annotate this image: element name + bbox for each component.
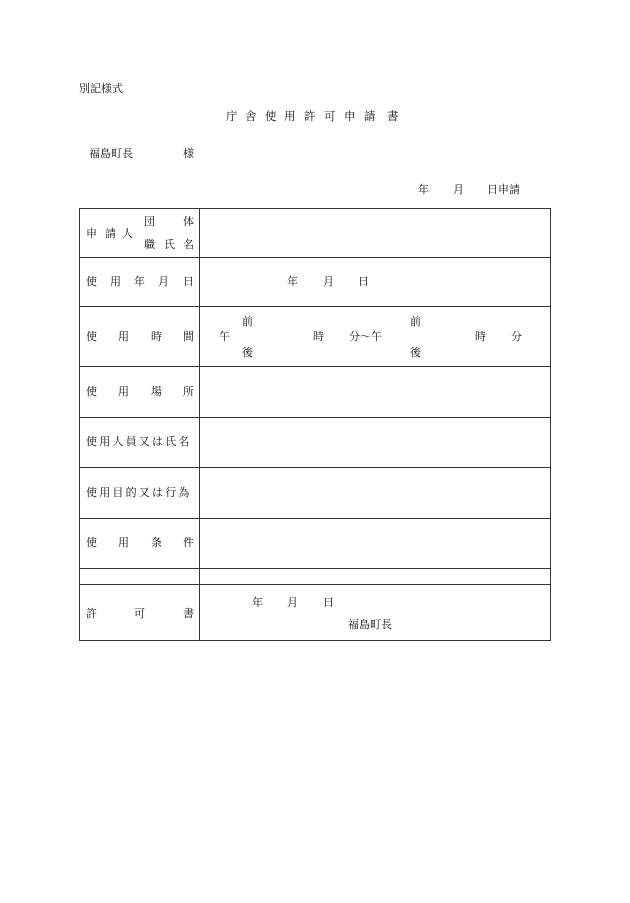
label-char: 場 bbox=[151, 385, 162, 398]
title-char: 舎 bbox=[245, 109, 257, 123]
form-number: 別記様式 bbox=[79, 82, 123, 95]
date-year: 年 bbox=[418, 183, 429, 196]
conditions-input[interactable] bbox=[201, 521, 546, 566]
row-divider bbox=[80, 257, 550, 258]
label-char: 用 bbox=[110, 275, 121, 288]
label-char: 申 bbox=[86, 227, 97, 240]
title-char: 申 bbox=[344, 109, 356, 123]
applicant-input[interactable] bbox=[201, 211, 546, 255]
honorific: 様 bbox=[183, 147, 194, 160]
blank-row bbox=[201, 570, 546, 582]
permit-day: 日 bbox=[323, 596, 334, 609]
use-date-day: 日 bbox=[358, 275, 369, 288]
row-divider bbox=[80, 568, 550, 569]
title-char: 庁 bbox=[226, 109, 238, 123]
title-char: 使 bbox=[265, 109, 277, 123]
addressee: 福島町長 bbox=[89, 147, 133, 160]
date-month: 月 bbox=[453, 183, 464, 196]
row-divider bbox=[80, 467, 550, 468]
title-char: 許 bbox=[304, 109, 316, 123]
date-day-applied: 日申請 bbox=[487, 183, 520, 196]
use-place-input[interactable] bbox=[201, 369, 546, 415]
purpose-input[interactable] bbox=[201, 470, 546, 516]
permit-month: 月 bbox=[287, 596, 298, 609]
end-hour: 時 bbox=[475, 330, 486, 343]
permit-mayor: 福島町長 bbox=[348, 618, 392, 631]
start-minute-to: 分～午 bbox=[349, 330, 382, 343]
users-input[interactable] bbox=[201, 420, 546, 465]
use-date-year: 年 bbox=[287, 275, 298, 288]
label-char: 書 bbox=[183, 607, 194, 620]
label-char: 間 bbox=[183, 330, 194, 343]
label-char: 条 bbox=[151, 536, 162, 549]
label-char: 使 bbox=[86, 275, 97, 288]
label-char: 時 bbox=[151, 330, 162, 343]
label-char: 年 bbox=[134, 275, 145, 288]
use-date-month: 月 bbox=[323, 275, 334, 288]
label-char: 使 bbox=[86, 385, 97, 398]
row-divider bbox=[80, 366, 550, 367]
label-char: 可 bbox=[134, 607, 145, 620]
title-char: 書 bbox=[387, 109, 399, 123]
label-char: 件 bbox=[183, 536, 194, 549]
row-divider bbox=[80, 417, 550, 418]
label-char: 用 bbox=[118, 385, 129, 398]
end-minute: 分 bbox=[511, 330, 522, 343]
label-char: 用 bbox=[118, 536, 129, 549]
start-am: 前 bbox=[242, 315, 253, 328]
end-pm: 後 bbox=[410, 346, 421, 359]
start-pm: 後 bbox=[242, 346, 253, 359]
start-hour: 時 bbox=[313, 330, 324, 343]
label-char: 団 bbox=[144, 215, 155, 228]
label-char: 使 bbox=[86, 330, 97, 343]
label-char: 請 bbox=[105, 227, 116, 240]
label-char: 日 bbox=[183, 275, 194, 288]
label-char: 人 bbox=[122, 227, 133, 240]
label-char: 名 bbox=[183, 238, 194, 251]
label-char: 体 bbox=[183, 215, 194, 228]
title-char: 可 bbox=[324, 109, 336, 123]
label-char: 所 bbox=[183, 385, 194, 398]
label-char: 許 bbox=[86, 607, 97, 620]
title-char: 用 bbox=[284, 109, 296, 123]
label-char: 氏 bbox=[164, 238, 175, 251]
users-label: 使用人員又は氏名 bbox=[86, 435, 192, 448]
start-noon: 午 bbox=[219, 330, 230, 343]
label-char: 使 bbox=[86, 536, 97, 549]
row-divider bbox=[80, 306, 550, 307]
row-divider bbox=[80, 584, 550, 585]
title-char: 請 bbox=[364, 109, 376, 123]
purpose-label: 使用目的又は行為 bbox=[86, 486, 192, 499]
label-char: 月 bbox=[158, 275, 169, 288]
label-char: 職 bbox=[144, 238, 155, 251]
label-char: 用 bbox=[118, 330, 129, 343]
application-table bbox=[79, 208, 551, 641]
end-am: 前 bbox=[410, 315, 421, 328]
permit-year: 年 bbox=[252, 596, 263, 609]
column-divider bbox=[199, 209, 200, 640]
row-divider bbox=[80, 518, 550, 519]
